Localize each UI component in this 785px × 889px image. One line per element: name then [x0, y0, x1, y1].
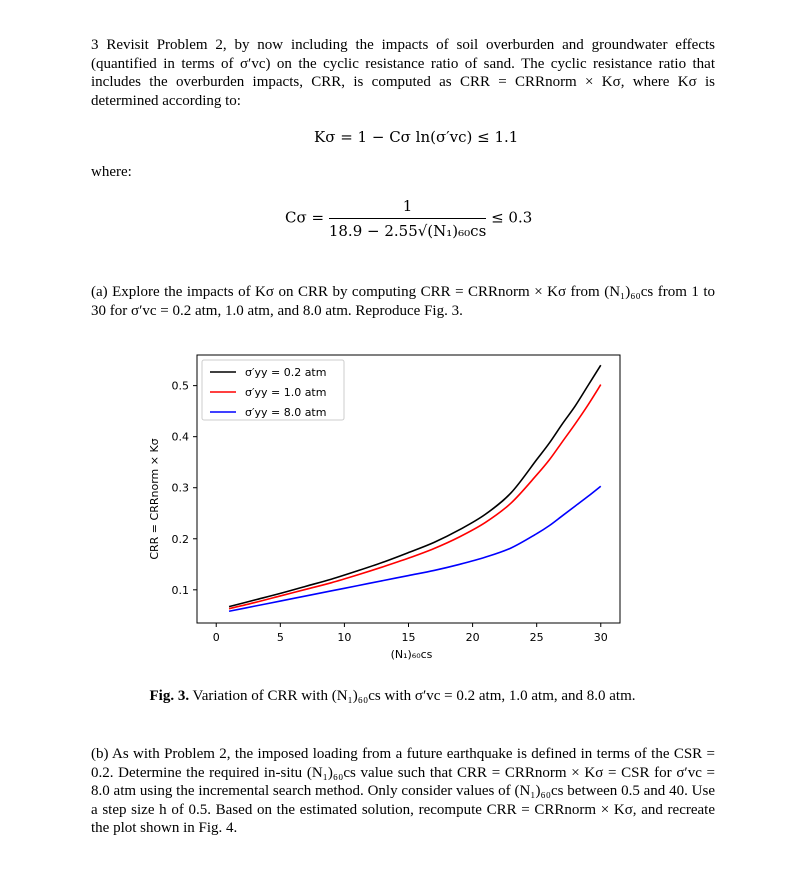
- figure-caption: [0, 688, 785, 705]
- x-tick-label: 10: [337, 631, 352, 644]
- legend-label-3: σ′yy = 8.0 atm: [245, 406, 327, 419]
- y-tick-label: 0.1: [171, 583, 189, 597]
- fig3-chart: [0, 350, 785, 680]
- y-tick-label: 0.4: [171, 430, 189, 444]
- y-axis-label: CRR = CRRnorm × Kσ: [148, 438, 161, 560]
- equation-c-sigma-lhs: Cσ =: [285, 208, 325, 227]
- equation-c-sigma-rhs: ≤ 0.3: [491, 208, 533, 227]
- caption-label: Fig. 3.: [149, 688, 190, 704]
- y-tick-label: 0.3: [171, 481, 189, 495]
- x-tick-label: 20: [465, 631, 480, 644]
- part-a-text: (a) Explore the impacts of Kσ on CRR by computing CRR = CRRnorm × Kσ from (N₁)₆₀cs from 1 to 30 for σ′vc = 0.2 atm, 1.0 atm, and 8.0 atm. Reproduce Fig. 3.: [91, 284, 715, 319]
- equation-numerator: 1: [329, 197, 486, 219]
- x-axis-label: (N₁)₆₀cs: [390, 648, 433, 661]
- x-tick-label: 15: [401, 631, 416, 644]
- legend-label-2: σ′yy = 1.0 atm: [245, 386, 327, 399]
- x-tick-label: 30: [593, 631, 608, 644]
- x-tick-label: 0: [212, 631, 220, 644]
- equation-c-sigma: [285, 197, 532, 240]
- y-tick-label: 0.5: [171, 379, 189, 393]
- caption-text: Variation of CRR with (N₁)₆₀cs with σ′vc = 0.2 atm, 1.0 atm, and 8.0 atm.: [189, 688, 636, 704]
- y-tick-label: 0.2: [171, 532, 189, 546]
- equation-k-sigma: Kσ = 1 − Cσ ln(σ′vc) ≤ 1.1: [314, 128, 519, 146]
- legend-label-1: σ′yy = 0.2 atm: [245, 366, 327, 379]
- x-tick-label: 25: [529, 631, 544, 644]
- part-b-text: (b) As with Problem 2, the imposed loading from a future earthquake is defined in terms of the CSR = 0.2. Determine the required in-situ (N₁)₆₀cs value such that CRR = CRRnorm × Kσ = CSR for σ′vc = 8.0 atm using the incremental search method. Only consider values of (N₁)₆₀cs between 0.5 and 40. Use a step size h of 0.5. Based on the estimated solution, recompute CRR = CRRnorm × Kσ, and recreate the plot shown in Fig. 4.: [91, 746, 715, 836]
- x-tick-label: 5: [276, 631, 284, 644]
- equation-denominator: 18.9 − 2.55√(N₁)₆₀cs: [328, 222, 487, 240]
- equation-fraction: [329, 197, 486, 240]
- where-label: where:: [91, 164, 132, 180]
- problem-intro: 3 Revisit Problem 2, by now including the impacts of soil overburden and groundwater effects (quantified in terms of σ′vc) on the cyclic resistance ratio of sand. The cyclic resistance ratio that includes the overburden impacts, CRR, is computed as CRR = CRRnorm × Kσ, where Kσ is determined according to:: [91, 37, 715, 109]
